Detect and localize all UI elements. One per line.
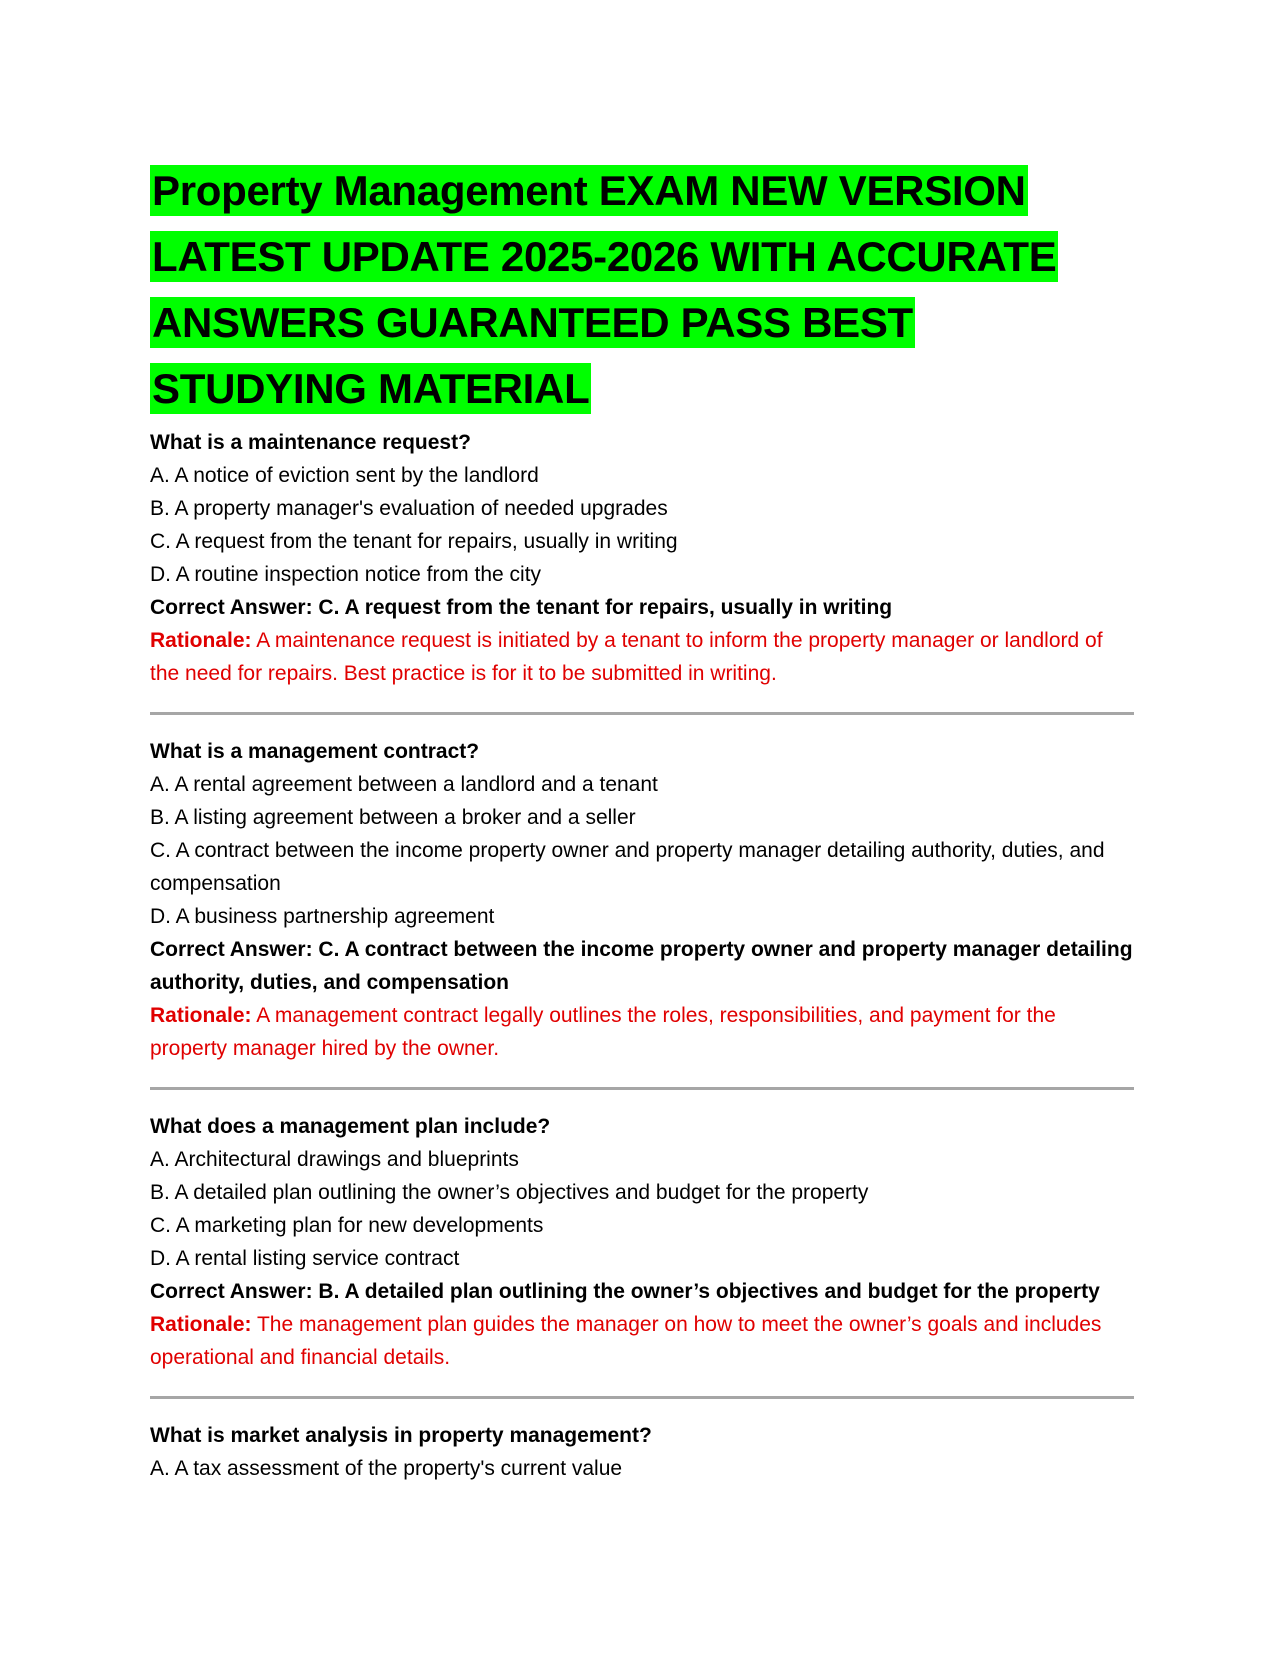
question-text: What is a maintenance request? [150,431,471,454]
rationale-label: Rationale: [150,1004,252,1027]
question-text: What is market analysis in property management? [150,1424,652,1447]
answer-option-a: A. A notice of eviction sent by the landlord [150,464,539,487]
answer-option-d: D. A business partnership agreement [150,905,495,928]
answer-option-a: A. Architectural drawings and blueprints [150,1148,519,1171]
document-page [150,158,1134,1485]
document-title [150,158,1134,422]
rationale [150,1308,1134,1374]
section-divider [150,712,1134,715]
rationale [150,999,1134,1065]
section-divider [150,1087,1134,1090]
answer-option-b: B. A detailed plan outlining the owner’s objectives and budget for the property [150,1181,869,1204]
correct-answer: Correct Answer: C. A request from the tenant for repairs, usually in writing [150,596,893,619]
answer-option-b: B. A property manager's evaluation of needed upgrades [150,497,668,520]
question-text: What does a management plan include? [150,1115,551,1138]
correct-answer: Correct Answer: B. A detailed plan outlining the owner’s objectives and budget for the property [150,1280,1100,1303]
document-title-highlight: Property Management EXAM NEW VERSION LATEST UPDATE 2025-2026 WITH ACCURATE ANSWERS GUARANTEED PASS BEST STUDYING MATERIAL [152,167,1057,412]
rationale-label: Rationale: [150,629,252,652]
question-block-2 [150,735,1134,1065]
question-block-1 [150,426,1134,690]
question-text: What is a management contract? [150,740,480,763]
rationale [150,624,1134,690]
question-block-3 [150,1110,1134,1374]
answer-option-d: D. A rental listing service contract [150,1247,460,1270]
answer-option-a: A. A rental agreement between a landlord and a tenant [150,773,658,796]
correct-answer: Correct Answer: C. A contract between the income property owner and property manager detailing authority, duties, and compensation [150,938,1133,994]
rationale-label: Rationale: [150,1313,252,1336]
answer-option-d: D. A routine inspection notice from the city [150,563,542,586]
answer-option-c: C. A marketing plan for new developments [150,1214,544,1237]
section-divider [150,1396,1134,1399]
rationale-text: The management plan guides the manager on how to meet the owner’s goals and includes operational and financial details. [150,1313,1102,1369]
question-block-4 [150,1419,1134,1485]
rationale-text: A management contract legally outlines the roles, responsibilities, and payment for the property manager hired by the owner. [150,1004,1056,1060]
answer-option-c: C. A request from the tenant for repairs, usually in writing [150,530,678,553]
rationale-text: A maintenance request is initiated by a tenant to inform the property manager or landlord of the need for repairs. Best practice is for it to be submitted in writing. [150,629,1103,685]
answer-option-c: C. A contract between the income property owner and property manager detailing authority, duties, and compensation [150,839,1105,895]
answer-option-a: A. A tax assessment of the property's current value [150,1457,623,1480]
answer-option-b: B. A listing agreement between a broker and a seller [150,806,636,829]
